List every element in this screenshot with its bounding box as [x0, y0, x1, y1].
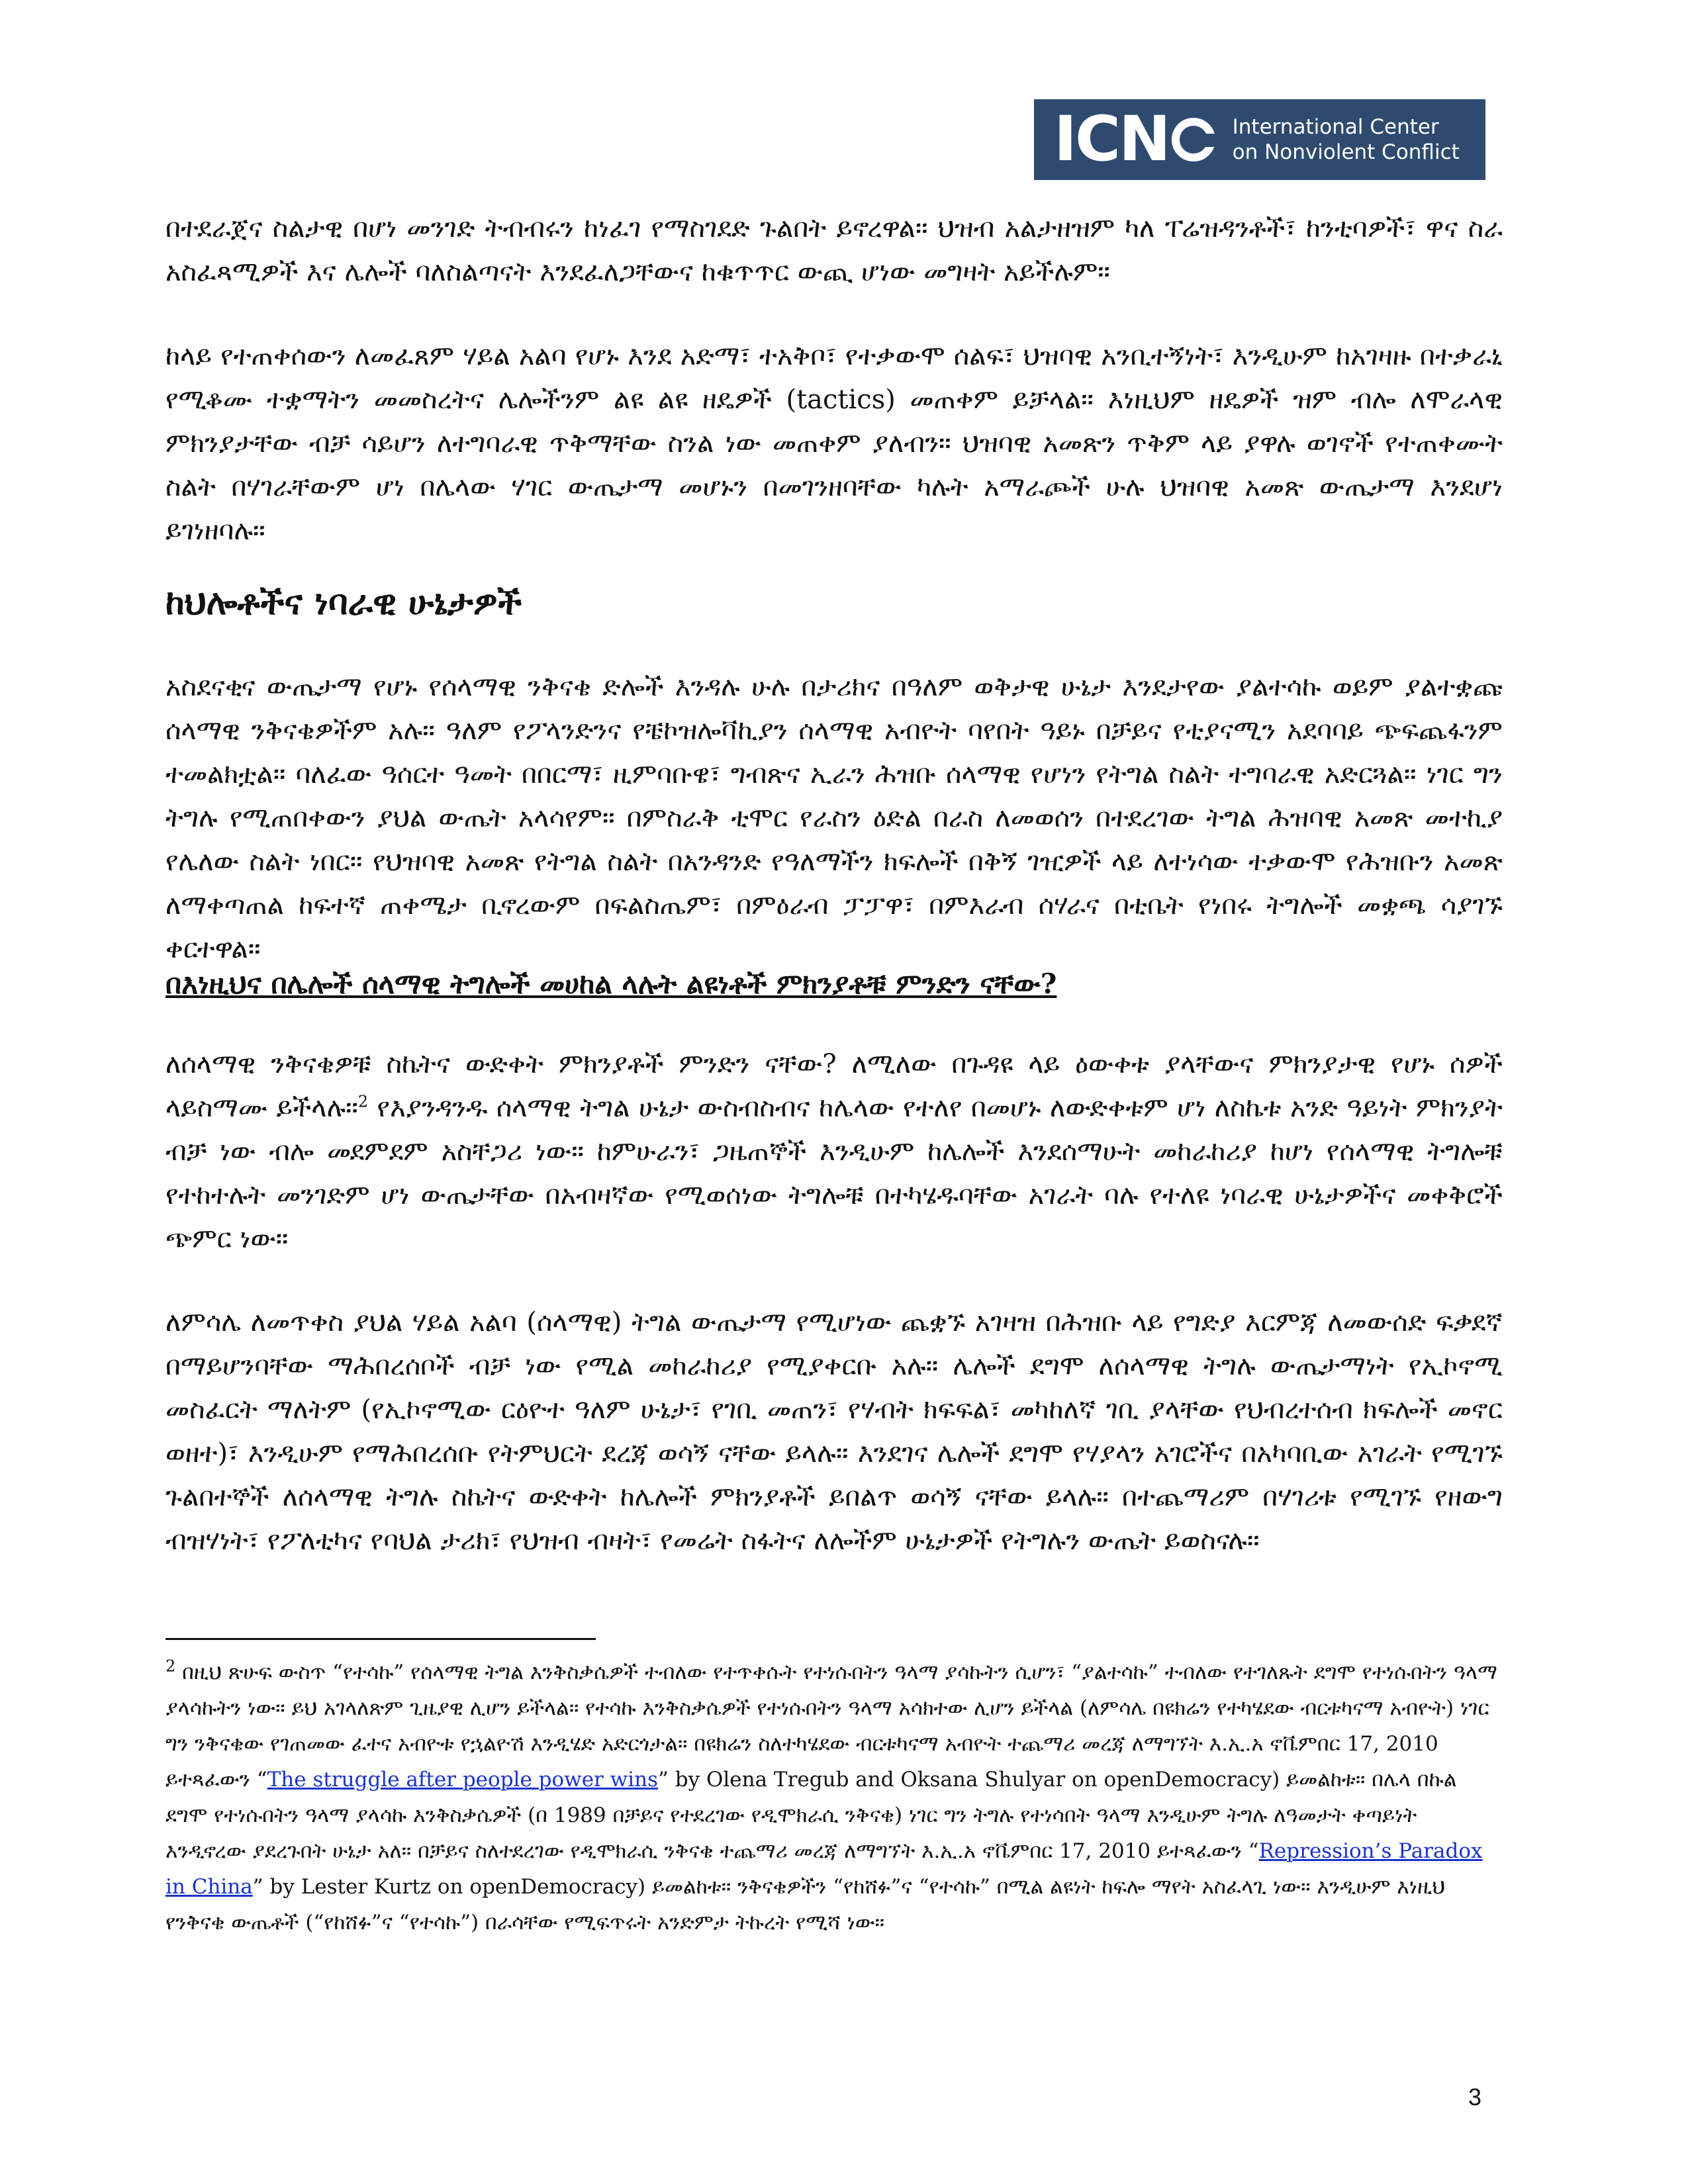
icnc-logo: [1034, 99, 1485, 180]
footnote-number: 2: [165, 1657, 176, 1676]
paragraph-4-block: [165, 1042, 1503, 1261]
paragraph-1-block: [165, 206, 1503, 294]
paragraph-4: ለሰላማዊ ንቅናቄዎቹ ስኬትና ውድቀት ምክንያቶች ምንድን ናቸው? ለሚለው በጉዳዩ ላይ ዕውቀቱ ያላቸውና ምክንያታዊ የሆኑ ሰዎች ላይስማሙ ይችላሉ።$^2$ የእያንዳንዱ ሰላማዊ ትግል ሁኔታ ውስብስብና ከሌላው የተለየ በመሆኑ ለውድቀቱም ሆነ ለስኬቱ አንድ ዓይነት ምክንያት ብቻ ነው ብሎ መደምደም አስቸጋሪ ነው። ከምሁራን፣ ጋዜጠኞች እንዲሁም ከሌሎች እንደሰማሁት መከራከሪያ ከሆነ የሰላማዊ ትግሎቹ የተከተሉት መንገድም ሆነ ውጤታቸው በአብዛኛው የሚወሰነው ትግሎቹ በተካሄዱባቸው አገራት ባሉ የተለዩ ነባራዊ ሁኔታዎችና መቀቅሮች ጭምር ነው።: [165, 1049, 1503, 1254]
section-heading-2: በእነዚህና በሌሎች ሰላማዊ ትግሎች መሀከል ላሉት ልዩነቶች ምክንያቶቹ ምንድን ናቸው?: [165, 968, 1057, 1000]
paragraph-3: አስደናቂና ውጤታማ የሆኑ የሰላማዊ ንቅናቄ ድሎች እንዳሉ ሁሉ በታሪክና በዓለም ወቅታዊ ሁኔታ እንደታየው ያልተሳኩ ወይም ያልተቋጩ ሰላማዊ ንቅናቄዎችም አሉ። ዓለም የፖላንድንና የቼኮዝሎቫኪያን ሰላማዊ አብዮት ባየበት ዓይኑ በቻይና የቲያናሚን አደባባይ ጭፍጨፋንም ተመልክቷል። ባለፈው ዓሰርተ ዓመት በበርማ፣ ዚምባቡዌ፣ ግብጽና ኢራን ሕዝቡ ሰላማዊ የሆነን የትግል ስልት ተግባራዊ አድርጓል። ነገር ግን ትግሉ የሚጠበቀውን ያህል ውጤት አላሳየም። በምስራቅ ቲሞር የራስን ዕድል በራስ ለመወሰን በተደረገው ትግል ሕዝባዊ አመጽ መተኪያ የሌለው ስልት ነበር። የህዝባዊ አመጽ የትግል ስልት በአንዳንድ የዓለማችን ክፍሎች በቅኝ ገዢዎች ላይ ለተነሳው ተቃውሞ የሕዝቡን አመጽ ለማቀጣጠል ከፍተኛ ጠቀሜታ ቢኖረውም በፍልስጤም፣ በምዕራብ ፓፓዋ፣ በምእራብ ሰሃራና በቲቤት የነበሩ ትግሎች መቋጫ ሳያገኙ ቀርተዋል።: [165, 672, 1503, 964]
footnote-divider: [165, 1638, 596, 1640]
paragraph-2: ከላይ የተጠቀሰውን ለመፈጸም ሃይል አልባ የሆኑ እንደ አድማ፣ ተአቅቦ፣ የተቃውሞ ሰልፍ፣ ህዝባዊ አንቢተኝነት፣ እንዲሁም ከአገዛዙ በተቃራኒ የሚቆሙ ተቋማትን መመስረትና ሌሎችንም ልዩ ልዩ ዘዴዎች (tactics) መጠቀም ይቻላል። እነዚህም ዘዴዎች ዝም ብሎ ለሞራላዊ ምክንያታቸው ብቻ ሳይሆን ለተግባራዊ ጥቅማቸው ስንል ነው መጠቀም ያለብን። ህዝባዊ አመጽን ጥቅም ላይ ያዋሉ ወገኖች የተጠቀሙት ስልት በሃገራቸውም ሆነ በሌላው ሃገር ውጤታማ መሆኑን በመገንዘባቸው ካሉት አማራጮች ሁሉ ህዝባዊ አመጽ ውጤታማ እንደሆነ ይገነዘባሉ።: [165, 341, 1503, 546]
paragraph-1: በተደራጀና ስልታዊ በሆነ መንገድ ትብብሩን ከነፈገ የማስገደድ ጉልበት ይኖረዋል። ህዝብ አልታዘዝም ካለ ፐሬዝዳንቶች፣ ከንቲባዎች፣ ዋና ስራ አስፈጻሚዎች እና ሌሎች ባለስልጣናት እንደፈለጋቸውና ከቁጥጥር ውጪ ሆነው መግዛት አይችሉም።: [165, 213, 1503, 287]
footnote-ref-2[interactable]: 2: [357, 1092, 369, 1111]
footnote-link-repression[interactable]: Repression’s Paradox in China: [165, 1839, 1483, 1899]
footnote-2: $^2$ በዚህ ጽሁፍ ውስጥ “የተሳኩ” የሰላማዊ ትግል እንቅስቃሴዎች ተብለው የተጥቀሱት የተነሱበትን ዓላማ ያሳኩትን ሲሆን፣ “ያልተሳኩ” ተብለው የተገለጹት ደግሞ የተነሱበትን ዓላማ ያላሳኩትን ነው። ይህ አገላለጽም ጊዜያዊ ሊሆን ይችላል። የተሳኩ እንቅስቃሴዎች የተነሱበትን ዓላማ አሳክተው ሊሆን ይችላል (ለምሳሌ በዩክሬን የተካሄደው ብርቱካናማ አብዮት) ነገር ግን ንቅናቄው የገጠመው ፈተና አብዮቱ የኋልዮሽ እንዲሄድ አድርጎታል። በዩክሬን ስለተካሄደው ብርቱካናማ አብዮት ተጨማሪ መረጃ ለማግኘት እ.ኢ.አ ኖቬምበር 17, 2010 ይተጻፈውን “The struggle after people power wins” by Olena Tregub and Oksana Shulyar on openDemocracy) ይመልከቱ። በሌላ በኩል ደግሞ የተነሱበትን ዓላማ ያላሳኩ እንቅስቃሴዎች (በ 1989 በቻይና የተደረገው የዲሞክራሲ ንቅናቄ) ነገር ግን ትግሉ የተነሳበት ዓላማ እንዲሁም ትግሉ ለዓመታት ቀጣይነት እንዲኖረው ያደረጉበት ሁኔታ አለ። በቻይና ስለተደረገው የዲሞክራሲ ንቅናቄ ተጨማሪ መረጃ ለማግኘት እ.ኢ.አ ኖቬምበር 17, 2010 ይተጻፈውን “Repression’s Paradox in China” by Lester Kurtz on openDemocracy) ይመልከቱ። ንቅናቄዎችን “የከሸፉ”ና “የተሳኩ” በሚል ልዩነት ከፍሎ ማየት አስፈላጊ ነው። እንዲሁም እነዚህ የንቅናቄ ውጤቶች (“የከሸፉ”ና “የተሳኩ”) በራሳቸው የሚፍጥሩት አንድምታ ትኩረት የሚሻ ነው።: [165, 1657, 1497, 1934]
footnote-link-struggle[interactable]: The struggle after people power wins: [267, 1768, 659, 1792]
paragraph-2-block: [165, 334, 1503, 553]
logo-line-2: on Nonviolent Conflict: [1232, 140, 1460, 164]
logo-line-1: International Center: [1232, 115, 1439, 139]
paragraph-5-block: [165, 1300, 1503, 1563]
section-heading-1: ከህሎቶችና ነባራዊ ሁኔታዎች: [165, 582, 522, 623]
page-number: 3: [1468, 2083, 1482, 2111]
paragraph-5: ለምሳሌ ለመጥቀስ ያህል ሃይል አልባ (ሰላማዊ) ትግል ውጤታማ የሚሆነው ጨቋኙ አገዛዝ በሕዝቡ ላይ የግድያ እርምጃ ለመውሰድ ፍቃደኛ በማይሆንባቸው ማሕበረሰቦች ብቻ ነው የሚል መከራከሪያ የሚያቀርቡ አሉ። ሌሎች ደግሞ ለሰላማዊ ትግሉ ውጤታማነት የኢኮኖሚ መስፈርት ማለትም (የኢኮኖሚው ርዕዮተ ዓለም ሁኔታ፣ የገቢ መጠን፣ የሃብት ክፍፍል፣ መካከለኛ ገቢ ያላቸው የህብረተሰብ ክፍሎች መኖር ወዘተ)፣ እንዲሁም የማሕበረሰቡ የትምህርት ደረጃ ወሳኝ ናቸው ይላሉ። እንደገና ሌሎች ደግሞ የሃያላን አገሮችና በአካባቢው አገራት የሚገኙ ጉልበተኞች ለሰላማዊ ትግሉ ስኬትና ውድቀት ከሌሎች ምክንያቶች ይበልጥ ወሳኝ ናቸው ይላሉ። በተጨማሪም በሃገሪቱ የሚገኙ የዘውግ ብዝሃነት፣ የፖለቲካና የባህል ታሪክ፣ የህዝብ ብዛት፣ የመሬት ስፋትና ለሎችም ሁኔታዎች የትግሉን ውጤት ይወስናሉ።: [165, 1307, 1503, 1556]
paragraph-3-block: [165, 665, 1503, 971]
logo-c-icon: [1172, 118, 1215, 161]
icnc-logo-mark: IC N: [1054, 109, 1218, 171]
